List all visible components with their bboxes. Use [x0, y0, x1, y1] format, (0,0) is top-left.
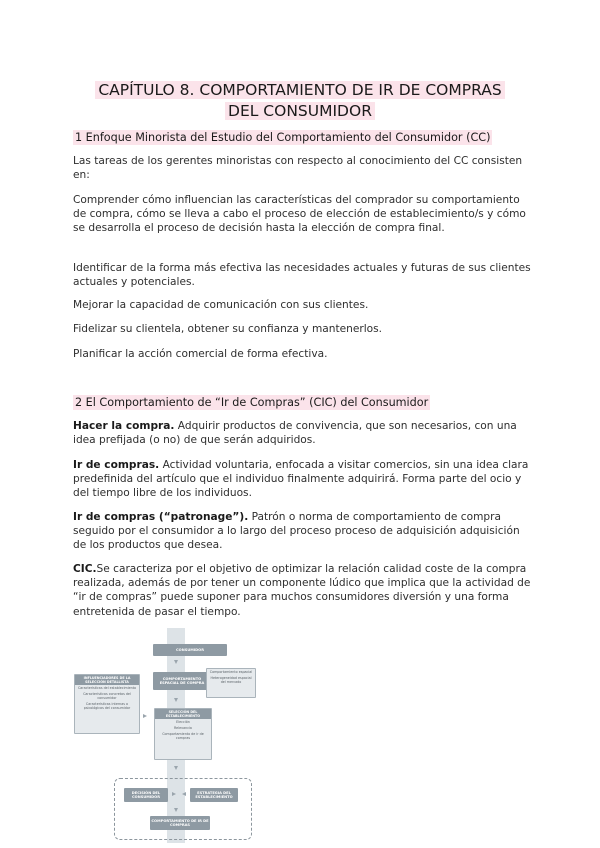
sel-item: Elección: [176, 720, 190, 724]
box-influenciadores: [74, 674, 140, 734]
definition-term: Hacer la compra.: [73, 420, 175, 432]
section-2-heading-text: 2 El Comportamiento de “Ir de Compras” (CIC) del Consumidor: [75, 396, 429, 409]
section-1-item-5: Planificar la acción comercial de forma efectiva.: [73, 348, 328, 360]
box-decision: DECISIÓN DEL CONSUMIDOR: [124, 788, 168, 802]
arrow-down-icon: [174, 660, 178, 664]
title-line-1: CAPÍTULO 8. COMPORTAMIENTO DE IR DE COMPRAS: [95, 81, 504, 99]
definition-text: Patrón o norma de comportamiento de compra seguido por el consumidor a lo largo del proceso proceso de adquisición adquisición de los productos que desea.: [73, 511, 520, 552]
arrow-left-icon: [182, 792, 186, 796]
definition-text: Se caracteriza por el objetivo de optimizar la relación calidad coste de la compra realizada, además de por tener un componente lúdico que implica que la actividad de “ir de compras” puede suponer para muchos consumidores diversión y una forma entretenida de pasar el tiempo.: [73, 563, 531, 618]
arrow-down-icon: [174, 808, 178, 812]
influ-item: Características del establecimiento: [77, 686, 137, 690]
box-seleccion: [154, 708, 212, 760]
section-1-item-3: Mejorar la capacidad de comunicación con sus clientes.: [73, 299, 369, 311]
section-1-heading: [73, 131, 492, 144]
box-comportamiento-compras: COMPORTAMIENTO DE IR DE COMPRAS: [150, 816, 210, 830]
box-comportamiento-espacial: COMPORTAMIENTO ESPACIAL DE COMPRA: [153, 672, 211, 690]
arrow-right-icon: [172, 792, 176, 796]
seleccion-heading: SELECCIÓN DEL ESTABLECIMIENTO: [155, 709, 211, 719]
arrow-down-icon: [174, 766, 178, 770]
section-1-item-2: Identificar de la forma más efectiva las necesidades actuales y futuras de sus clientes actuales y potenciales.: [73, 262, 531, 289]
section-1-heading-text: 1 Enfoque Minorista del Estudio del Comportamiento del Consumidor (CC): [75, 131, 491, 144]
definition-term: CIC.: [73, 563, 97, 575]
definition-patronage: [73, 510, 533, 553]
shopping-behaviour-diagram: [70, 628, 260, 843]
definition-term: Ir de compras.: [73, 459, 160, 471]
definition-text: Actividad voluntaria, enfocada a visitar comercios, sin una idea clara predefinida del artículo que el individuo finalmente adquirirá. Forma parte del ocio y del tiempo libre de los individuos.: [73, 459, 529, 500]
box-comportamiento-items: [206, 668, 256, 698]
influ-item: Características internas o psicológicas del consumidor: [83, 702, 131, 710]
title-line-2: DEL CONSUMIDOR: [225, 102, 375, 120]
section-1-item-4: Fidelizar su clientela, obtener su confianza y mantenerlos.: [73, 323, 383, 335]
definition-cic: [73, 562, 533, 619]
definition-hacer-la-compra: [73, 419, 533, 447]
comp-item: Comportamiento espacial: [209, 670, 253, 674]
definition-text: Adquirir productos de convivencia, que son necesarios, con una idea prefijada (o no) de que serán adquiridos.: [73, 420, 517, 447]
sel-item: Relevancia: [174, 726, 192, 730]
sel-item: Comportamiento de ir de compras: [162, 732, 204, 740]
arrow-right-icon: [143, 714, 147, 718]
definition-term: Ir de compras (“patronage”).: [73, 511, 249, 523]
section-1-item-1: Comprender cómo influencian las características del comprador su comportamiento de compra, cómo se lleva a cabo el proceso de elección de establecimiento/s y cómo se desarrolla el proceso de decisión hasta la elección de compra final.: [73, 194, 526, 235]
comp-item: Heterogeneidad espacial del mercado: [210, 676, 252, 684]
arrow-down-icon: [174, 698, 178, 702]
influenciadores-heading: INFLUENCIADORES DE LA SELECCIÓN DETALLISTA: [75, 675, 139, 685]
influ-item: Características concretas del consumidor: [83, 692, 131, 700]
box-estrategia: ESTRATEGIA DEL ESTABLECIMIENTO: [190, 788, 238, 802]
section-2-heading: [73, 396, 430, 409]
definition-ir-de-compras: [73, 458, 533, 501]
box-consumidor: CONSUMIDOR: [153, 644, 227, 656]
section-1-intro: Las tareas de los gerentes minoristas con respecto al conocimiento del CC consisten en:: [73, 155, 523, 182]
page-title: [60, 80, 540, 122]
